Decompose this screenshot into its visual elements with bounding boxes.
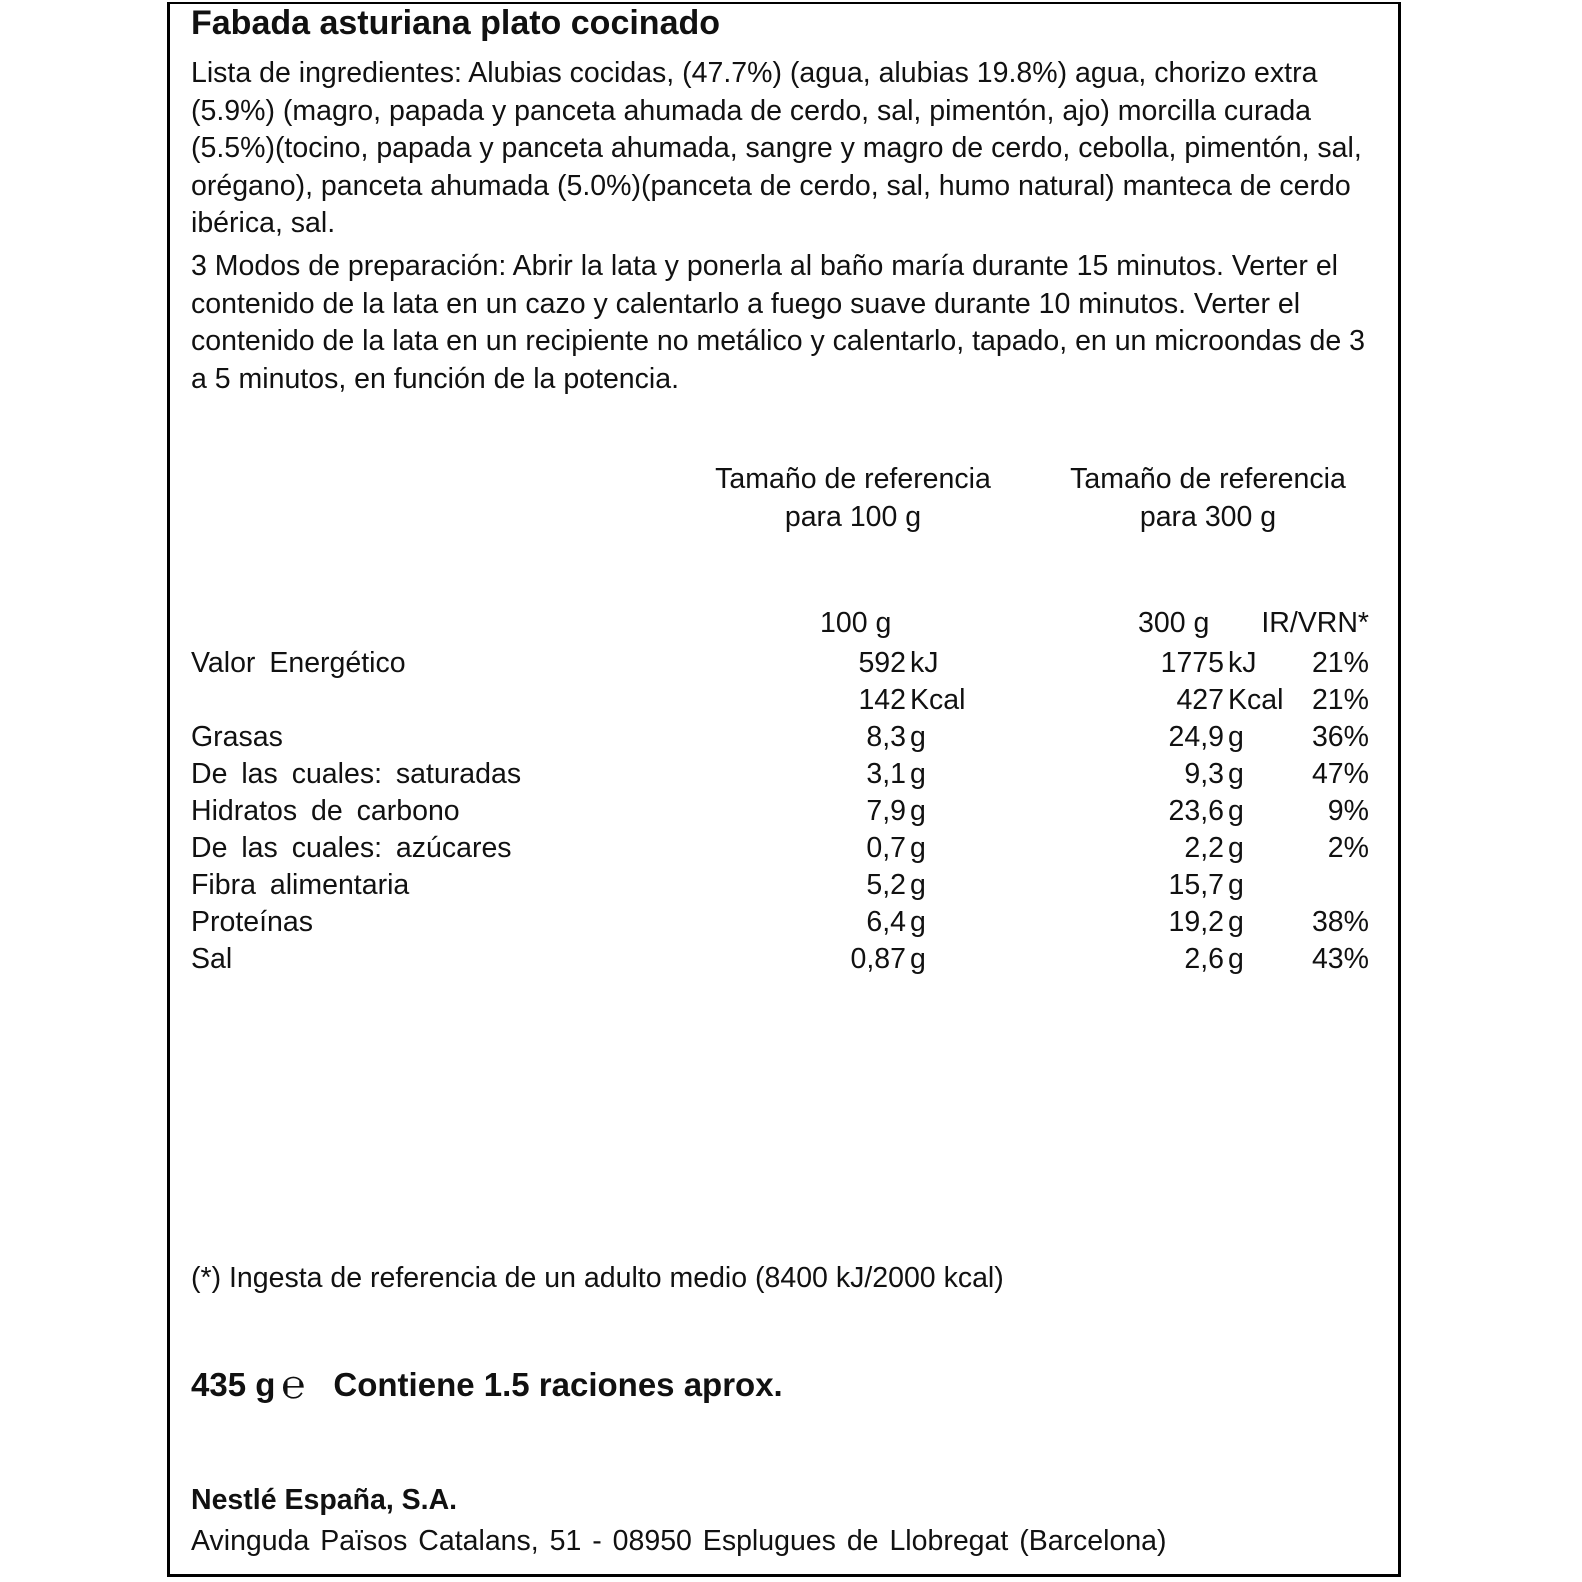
unit-300g: g (1228, 795, 1244, 827)
nutrition-row (0, 867, 1582, 904)
nutrient-label: De las cuales: saturadas (191, 758, 522, 790)
nutrition-row (0, 830, 1582, 867)
nutrient-label: Hidratos de carbono (191, 795, 460, 827)
reference-intake-percent: 36% (1311, 721, 1369, 753)
value-100g: 5,2 (866, 869, 906, 901)
value-300g: 9,3 (1184, 758, 1224, 790)
unit-300g: g (1228, 832, 1244, 864)
reference-intake-percent: 9% (1327, 795, 1369, 827)
unit-300g: g (1228, 721, 1244, 753)
nutrition-row (0, 904, 1582, 941)
reference-header-100 (683, 460, 1023, 536)
reference-header-300-line1: Tamaño de referencia (1070, 463, 1346, 495)
nutrition-row (0, 719, 1582, 756)
value-100g: 0,7 (866, 832, 906, 864)
nutrition-row (0, 941, 1582, 978)
nutrition-row (0, 682, 1582, 719)
unit-300g: g (1228, 906, 1244, 938)
unit-100g: g (910, 795, 926, 827)
nutrient-label: Valor Energético (191, 647, 406, 679)
reference-header-300-line2: para 300 g (1139, 501, 1277, 533)
estimated-sign-icon: ℮ (281, 1362, 306, 1408)
unit-300g: g (1228, 943, 1244, 975)
unit-100g: kJ (910, 647, 939, 679)
nutrient-label: Grasas (191, 721, 283, 753)
nutrition-row (0, 793, 1582, 830)
unit-100g: g (910, 832, 926, 864)
value-300g: 1775 (1160, 647, 1224, 679)
value-300g: 19,2 (1168, 906, 1224, 938)
reference-intake-percent: 21% (1311, 647, 1369, 679)
reference-intake-percent: 43% (1311, 943, 1369, 975)
nutrition-column-headers (0, 607, 1582, 645)
column-header-ir-vrn: IR/VRN* (1261, 607, 1369, 639)
value-100g: 142 (858, 684, 906, 716)
reference-intake-percent: 38% (1311, 906, 1369, 938)
net-weight: 435 g (191, 1366, 276, 1403)
company-name: Nestlé España, S.A. (191, 1484, 458, 1516)
unit-100g: g (910, 758, 926, 790)
servings-text: Contiene 1.5 raciones aprox. (333, 1366, 783, 1403)
value-300g: 2,6 (1184, 943, 1224, 975)
column-header-100g: 100 g (820, 607, 892, 639)
reference-intake-percent: 2% (1327, 832, 1369, 864)
value-100g: 7,9 (866, 795, 906, 827)
ingredients-list: Lista de ingredientes: Alubias cocidas, (47.7%) (agua, alubias 19.8%) agua, chorizo extra (5.9%) (magro, papada y panceta ahumada de cerdo, sal, pimentón, ajo) morcilla curada (5.5%)(tocino, papada y panceta ahumada, sangre y magro de cerdo, cebolla, pimentón, sal, orégano), panceta ahumada (5.0%)(panceta de cerdo, sal, humo natural) manteca de cerdo ibérica, sal. (191, 57, 1362, 239)
nutrient-label: Proteínas (191, 906, 313, 938)
unit-100g: g (910, 943, 926, 975)
nutrient-label: De las cuales: azúcares (191, 832, 512, 864)
preparation-instructions: 3 Modos de preparación: Abrir la lata y ponerla al baño maría durante 15 minutos. Verter el contenido de la lata en un cazo y calentarlo a fuego suave durante 10 minutos. Verter el contenido de la lata en un recipiente no metálico y calentarlo, tapado, en un microondas de 3 a 5 minutos, en función de la potencia. (191, 250, 1366, 395)
reference-header-100-line2: para 100 g (784, 501, 922, 533)
nutrition-row (0, 756, 1582, 793)
value-300g: 427 (1176, 684, 1224, 716)
value-300g: 23,6 (1168, 795, 1224, 827)
value-300g: 24,9 (1168, 721, 1224, 753)
unit-300g: g (1228, 869, 1244, 901)
unit-100g: g (910, 721, 926, 753)
unit-100g: g (910, 869, 926, 901)
value-100g: 8,3 (866, 721, 906, 753)
reference-intake-percent: 47% (1311, 758, 1369, 790)
nutrition-row (0, 645, 1582, 682)
company-address: Avinguda Països Catalans, 51 - 08950 Esplugues de Llobregat (Barcelona) (191, 1525, 1167, 1557)
nutrition-table (0, 645, 1582, 978)
column-header-300g: 300 g (1138, 607, 1210, 639)
product-title: Fabada asturiana plato cocinado (191, 4, 721, 42)
value-100g: 0,87 (850, 943, 906, 975)
unit-300g: kJ (1228, 647, 1257, 679)
value-100g: 592 (858, 647, 906, 679)
reference-header-100-line1: Tamaño de referencia (715, 463, 991, 495)
value-300g: 2,2 (1184, 832, 1224, 864)
net-content (191, 1362, 783, 1408)
reference-intake-percent: 21% (1311, 684, 1369, 716)
reference-header-300 (1038, 460, 1378, 536)
nutrient-label: Sal (191, 943, 233, 975)
value-300g: 15,7 (1168, 869, 1224, 901)
reference-intake-footnote: (*) Ingesta de referencia de un adulto medio (8400 kJ/2000 kcal) (191, 1262, 1004, 1294)
value-100g: 6,4 (866, 906, 906, 938)
unit-300g: Kcal (1228, 684, 1284, 716)
unit-300g: g (1228, 758, 1244, 790)
nutrient-label: Fibra alimentaria (191, 869, 410, 901)
value-100g: 3,1 (866, 758, 906, 790)
unit-100g: g (910, 906, 926, 938)
unit-100g: Kcal (910, 684, 966, 716)
